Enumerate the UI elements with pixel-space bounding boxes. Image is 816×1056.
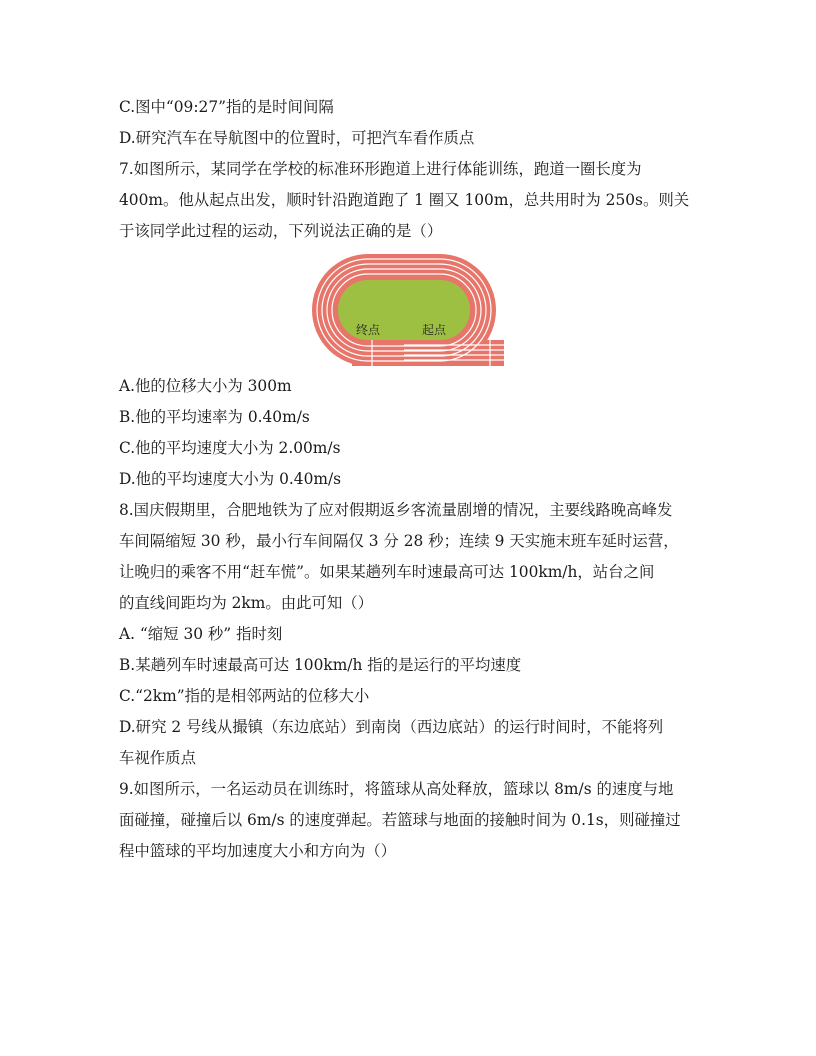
end-point-label: 终点	[356, 323, 381, 337]
q8-stem-line-1: 8.国庆假期里，合肥地铁为了应对假期返乡客流量剧增的情况，主要线路晚高峰发	[119, 501, 673, 519]
q8-option-a: A. “缩短 30 秒” 指时刻	[119, 625, 283, 643]
q7-stem-line-3: 于该同学此过程的运动，下列说法正确的是（）	[119, 222, 443, 240]
q8-stem-line-2: 车间隔缩短 30 秒，最小行车间隔仅 3 分 28 秒；连续 9 天实施末班车延时运营，	[119, 532, 679, 550]
q6-option-c: C.图中“09:27”指的是时间间隔	[119, 98, 334, 116]
running-track-illustration	[312, 254, 504, 366]
q9-stem-line-1: 9.如图所示，一名运动员在训练时，将篮球从高处释放，篮球以 8m/s 的速度与地	[119, 780, 674, 798]
q6-option-d: D.研究汽车在导航图中的位置时，可把汽车看作质点	[119, 129, 475, 147]
q9-stem-line-3: 程中篮球的平均加速度大小和方向为（）	[119, 842, 397, 860]
q7-option-d: D.他的平均速度大小为 0.40m/s	[119, 470, 342, 488]
q7-stem-line-1: 7.如图所示，某同学在学校的标准环形跑道上进行体能训练，跑道一圈长度为	[119, 160, 642, 178]
start-point-label: 起点	[422, 323, 447, 337]
q8-stem-line-4: 的直线间距均为 2km。由此可知（）	[119, 594, 374, 612]
q9-stem-line-2: 面碰撞，碰撞后以 6m/s 的速度弹起。若篮球与地面的接触时间为 0.1s，则碰撞过	[119, 811, 681, 829]
running-track-figure	[312, 254, 504, 366]
q7-option-a: A.他的位移大小为 300m	[119, 377, 292, 395]
q8-stem-line-3: 让晚归的乘客不用“赶车慌”。如果某趟列车时速最高可达 100km/h，站台之间	[119, 563, 655, 581]
q8-option-d-line-1: D.研究 2 号线从撮镇（东边底站）到南岗（西边底站）的运行时间时，不能将列	[119, 718, 664, 736]
q7-stem-line-2: 400m。他从起点出发，顺时针沿跑道跑了 1 圈又 100m，总共用时为 250s。则关	[119, 191, 690, 209]
q8-option-c: C.“2km”指的是相邻两站的位移大小	[119, 687, 370, 705]
q7-option-c: C.他的平均速度大小为 2.00m/s	[119, 439, 341, 457]
q7-option-b: B.他的平均速率为 0.40m/s	[119, 408, 310, 426]
q8-option-d-line-2: 车视作质点	[119, 749, 196, 767]
q8-option-b: B.某趟列车时速最高可达 100km/h 指的是运行的平均速度	[119, 656, 522, 674]
